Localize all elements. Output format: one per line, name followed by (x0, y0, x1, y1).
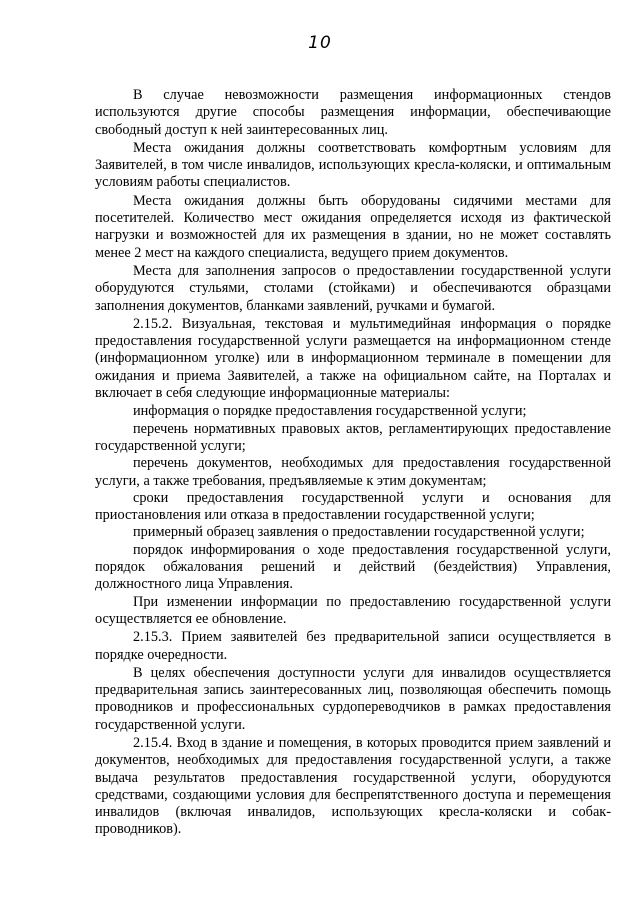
paragraph: Места ожидания должны соответствовать комфортным условиям для Заявителей, в том числе инвалидов, использующих кресла-коляски, и оптимальным условиям работы специалистов. (95, 139, 611, 191)
list-item: примерный образец заявления о предоставлении государственной услуги; (133, 524, 585, 541)
list-item: сроки предоставления государственной услуги и основания для приостановления или отказа в предоставлении государственной услуги; (95, 489, 611, 524)
paragraph: 2.15.2. Визуальная, текстовая и мультимедийная информация о порядке предоставления государственной услуги размещается на информационном стенде (информационном уголке) или в информационном терминале в помещении для ожидания и приема Заявителей, а также на официальном сайте, на Порталах и включает в себя следующие информационные материалы: (95, 315, 611, 402)
paragraph: 2.15.4. Вход в здание и помещения, в которых проводится прием заявлений и документов, необходимых для предоставления государственной услуги, а также выдача результатов предоставления государственной услуги, оборудуются средствами, создающими условия для беспрепятственного доступа и перемещения инвалидов (включая инвалидов, использующих кресла-коляски и собак-проводников). (95, 734, 611, 838)
list-item: перечень нормативных правовых актов, регламентирующих предоставление государственной услуги; (95, 420, 611, 454)
page-number: 10 (308, 33, 332, 53)
paragraph: В целях обеспечения доступности услуги для инвалидов осуществляется предварительная запись заинтересованных лиц, позволяющая обеспечить помощь проводников и профессиональных сурдопереводчиков в рамках предоставления государственной услуги. (95, 664, 611, 733)
paragraph: Места ожидания должны быть оборудованы сидячими местами для посетителей. Количество мест ожидания определяется исходя из фактической нагрузки и возможностей для их размещения в здании, но не может составлять менее 2 мест на каждого специалиста, ведущего прием документов. (95, 192, 611, 261)
paragraph: При изменении информации по предоставлению государственной услуги осуществляется ее обновление. (95, 593, 611, 627)
paragraph: 2.15.3. Прием заявителей без предварительной записи осуществляется в порядке очередности. (95, 629, 611, 663)
list-item: перечень документов, необходимых для предоставления государственной услуги, а также требования, предъявляемые к этим документам; (95, 455, 611, 489)
paragraph: В случае невозможности размещения информационных стендов используются другие способы размещения информации, обеспечивающие свободный доступ к ней заинтересованных лиц. (95, 87, 611, 138)
paragraph: Места для заполнения запросов о предоставлении государственной услуги оборудуются стульями, столами (стойками) и обеспечиваются образцами заполнения документов, бланками заявлений, ручками и бумагой. (95, 262, 611, 314)
list-item: порядок информирования о ходе предоставления государственной услуги, порядок обжалования решений и действий (бездействия) Управления, должностного лица Управления. (95, 541, 611, 593)
list-item: информация о порядке предоставления государственной услуги; (133, 403, 527, 420)
document-body (95, 87, 611, 840)
